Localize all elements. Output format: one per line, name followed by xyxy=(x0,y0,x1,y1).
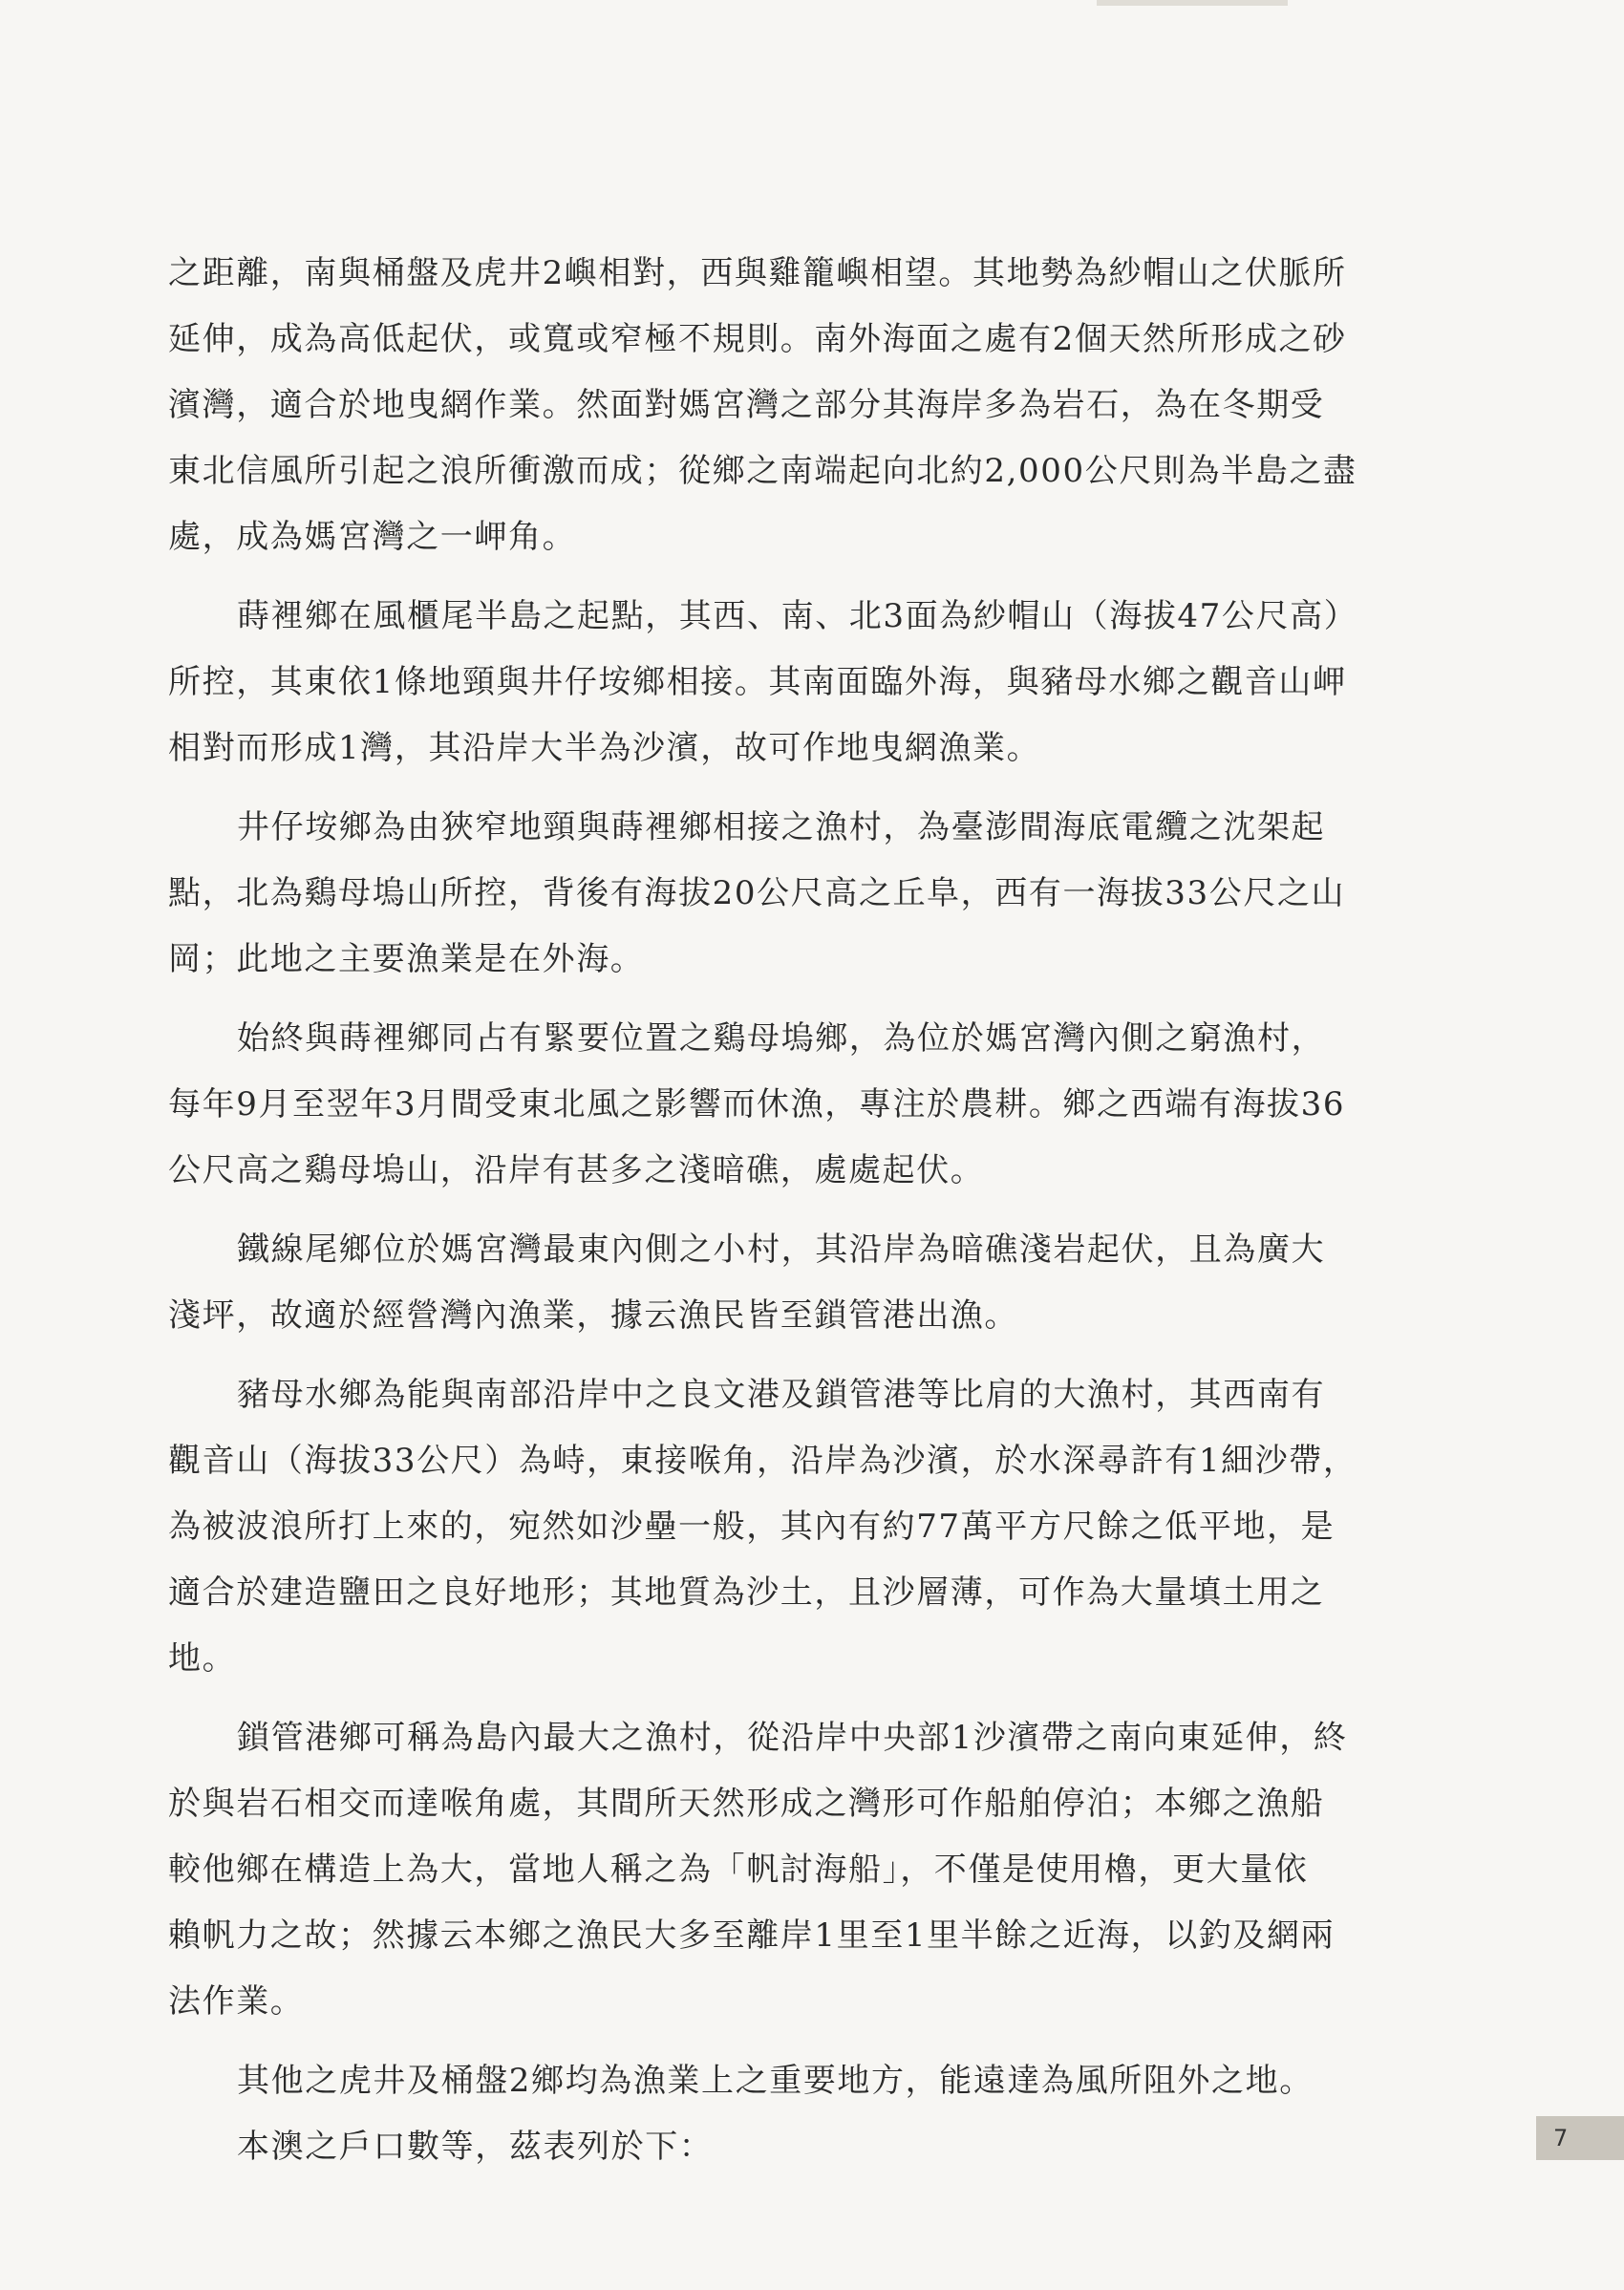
text-line: 公尺高之鷄母塢山，沿岸有甚多之淺暗礁，處處起伏。 xyxy=(168,1151,985,1189)
text-line: 延伸，成為高低起伏，或寬或窄極不規則。南外海面之處有2個天然所形成之砂 xyxy=(168,320,1347,358)
text-line: 相對而形成1灣，其沿岸大半為沙濱，故可作地曳網漁業。 xyxy=(168,729,1041,767)
body-text xyxy=(168,241,1374,2180)
text-line: 鎖管港鄉可稱為島內最大之漁村，從沿岸中央部1沙濱帶之南向東延伸，終 xyxy=(237,1719,1348,1757)
text-line: 為被波浪所打上來的，宛然如沙壘一般，其內有約77萬平方尺餘之低平地，是 xyxy=(168,1508,1336,1546)
text-line: 於與岩石相交而達喉角處，其間所天然形成之灣形可作船舶停泊；本鄉之漁船 xyxy=(168,1785,1325,1823)
text-line: 始終與蒔裡鄉同占有緊要位置之鷄母塢鄉，為位於媽宮灣內側之窮漁村， xyxy=(237,1019,1326,1058)
text-line: 蒔裡鄉在風櫃尾半島之起點，其西、南、北3面為紗帽山（海拔47公尺高） xyxy=(237,597,1358,635)
text-line: 所控，其東依1條地頸與井仔垵鄉相接。其南面臨外海，與豬母水鄉之觀音山岬 xyxy=(168,663,1347,701)
text-line: 賴帆力之故；然據云本鄉之漁民大多至離岸1里至1里半餘之近海，以釣及網兩 xyxy=(168,1916,1336,1955)
text-line: 觀音山（海拔33公尺）為峙，東接喉角，沿岸為沙濱，於水深尋許有1細沙帶， xyxy=(168,1442,1357,1480)
text-line: 豬母水鄉為能與南部沿岸中之良文港及鎖管港等比肩的大漁村，其西南有 xyxy=(237,1376,1326,1414)
text-line: 鐵線尾鄉位於媽宮灣最東內側之小村，其沿岸為暗礁淺岩起伏，且為廣大 xyxy=(237,1231,1326,1269)
text-line: 淺坪，故適於經營灣內漁業，據云漁民皆至鎖管港出漁。 xyxy=(168,1296,1018,1335)
text-line: 其他之虎井及桶盤2鄉均為漁業上之重要地方，能遠達為風所阻外之地。 xyxy=(237,2062,1314,2100)
text-line: 濱灣，適合於地曳網作業。然面對媽宮灣之部分其海岸多為岩石，為在冬期受 xyxy=(168,386,1325,424)
text-line: 法作業。 xyxy=(168,1982,305,2021)
text-line: 之距離，南與桶盤及虎井2嶼相對，西與雞籠嶼相望。其地勢為紗帽山之伏脈所 xyxy=(168,254,1347,292)
text-line: 岡；此地之主要漁業是在外海。 xyxy=(168,940,645,978)
text-line: 地。 xyxy=(168,1639,237,1678)
text-line: 處，成為媽宮灣之一岬角。 xyxy=(168,518,577,556)
text-line: 每年9月至翌年3月間受東北風之影響而休漁，專注於農耕。鄉之西端有海拔36 xyxy=(168,1085,1346,1124)
page-number: 7 xyxy=(1536,2116,1624,2160)
text-line: 較他鄉在構造上為大，當地人稱之為「帆討海船」，不僅是使用櫓，更大量依 xyxy=(168,1851,1309,1889)
scan-artifact xyxy=(1097,0,1288,6)
text-line: 本澳之戶口數等，茲表列於下： xyxy=(237,2128,714,2166)
text-line: 點，北為鷄母塢山所控，背後有海拔20公尺高之丘阜，西有一海拔33公尺之山 xyxy=(168,874,1346,912)
text-line: 適合於建造鹽田之良好地形；其地質為沙土，且沙層薄，可作為大量填土用之 xyxy=(168,1573,1325,1612)
text-line: 東北信風所引起之浪所衝激而成；從鄉之南端起向北約2,000公尺則為半島之盡 xyxy=(168,452,1357,490)
text-line: 井仔垵鄉為由狹窄地頸與蒔裡鄉相接之漁村，為臺澎間海底電纜之沈架起 xyxy=(237,808,1326,846)
